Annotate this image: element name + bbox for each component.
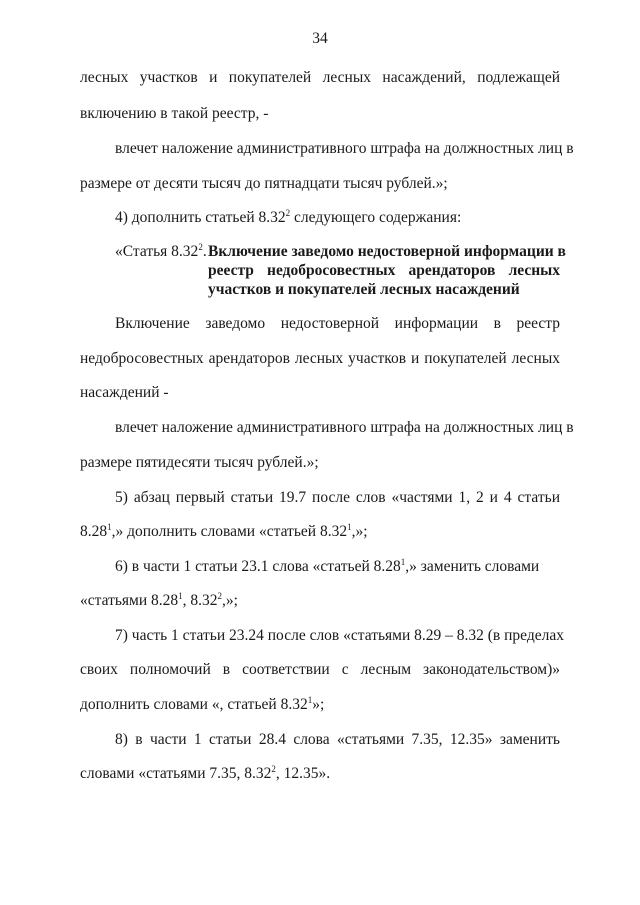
text-line: размере пятидесяти тысяч рублей.»; xyxy=(80,454,319,471)
text-line: 4) дополнить статьей 8.32$^2$ следующего содержания: xyxy=(115,208,462,226)
page-number: 34 xyxy=(312,30,328,47)
text-line: 6) в части 1 статьи 23.1 слова «статьей 8.28$^1$,» заменить словами xyxy=(115,557,540,575)
text-line: 8.28$^1$,» дополнить словами «статьей 8.32$^1$,»; xyxy=(80,522,368,540)
text-line: дополнить словами «, статьей 8.32$^1$»; xyxy=(80,695,325,713)
article-label: «Статья 8.32$^2$. xyxy=(115,242,207,260)
text-line: 7) часть 1 статьи 23.24 после слов «статьями 8.29 – 8.32 (в пределах xyxy=(115,627,564,644)
article-title-line: участков и покупателей лесных насаждений xyxy=(208,281,520,298)
text-line: влечет наложение административного штрафа на должностных лиц в xyxy=(115,140,574,157)
text-line: своих полномочий в соответствии с лесным законодательством)» xyxy=(80,661,560,678)
text-line: «статьями 8.28$^1$, 8.32$^2$,»; xyxy=(80,591,238,609)
text-line: включению в такой реестр, - xyxy=(80,105,269,122)
article-title-line: реестр недобросовестных арендаторов лесных xyxy=(208,262,560,279)
text-line: недобросовестных арендаторов лесных участков и покупателей лесных xyxy=(80,350,560,367)
text-line: 8) в части 1 статьи 28.4 слова «статьями 7.35, 12.35» заменить xyxy=(115,731,560,748)
article-title-line: Включение заведомо недостоверной информации в xyxy=(208,243,566,260)
text-line: словами «статьями 7.35, 8.32$^2$, 12.35». xyxy=(80,764,331,782)
text-line: лесных участков и покупателей лесных насаждений, подлежащей xyxy=(80,69,560,86)
text-line: Включение заведомо недостоверной информации в реестр xyxy=(115,315,560,332)
text-line: размере от десяти тысяч до пятнадцати тысяч рублей.»; xyxy=(80,175,448,192)
text-line: 5) абзац первый статьи 19.7 после слов «частями 1, 2 и 4 статьи xyxy=(115,489,560,506)
text-line: насаждений - xyxy=(80,384,169,401)
text-line: влечет наложение административного штрафа на должностных лиц в xyxy=(115,419,574,436)
